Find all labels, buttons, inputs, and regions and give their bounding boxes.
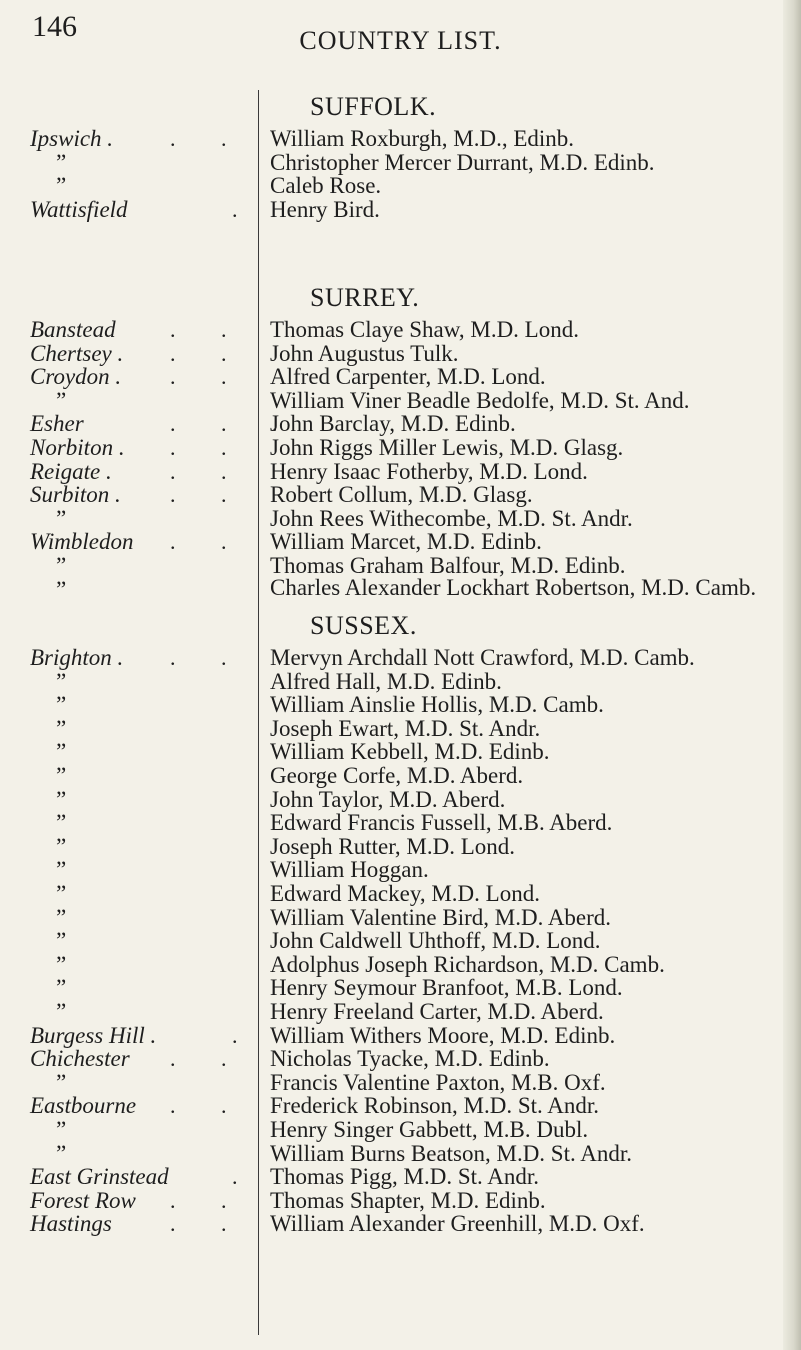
place-name: ” (56, 786, 67, 812)
place-name: Surbiton . (30, 482, 121, 508)
list-item (0, 126, 801, 152)
list-item (0, 692, 801, 718)
list-item (0, 669, 801, 695)
member-name: Joseph Rutter, M.D. Lond. (270, 833, 516, 859)
list-item (0, 1093, 801, 1119)
list-item (0, 1070, 801, 1096)
dot-leader: . . (170, 1093, 247, 1119)
member-name: Alfred Carpenter, M.D. Lond. (270, 364, 546, 390)
place-name: Brighton . (30, 645, 124, 670)
list-item (0, 197, 801, 223)
list-item (0, 411, 801, 437)
list-item (0, 459, 801, 485)
member-name: John Caldwell Uhthoff, M.D. Lond. (270, 928, 601, 954)
member-name: John Riggs Miller Lewis, M.D. Glasg. (270, 435, 624, 460)
member-name: Henry Bird. (270, 196, 380, 222)
member-name: Thomas Shapter, M.D. Edinb. (270, 1187, 546, 1213)
member-name: William Valentine Bird, M.D. Aberd. (270, 904, 612, 930)
list-item (0, 645, 801, 671)
place-name: Croydon . (30, 364, 122, 390)
list-item (0, 905, 801, 931)
member-name: Adolphus Joseph Richardson, M.D. Camb. (270, 951, 665, 977)
list-item (0, 1046, 801, 1072)
place-name: ” (56, 975, 67, 1001)
member-name: John Taylor, M.D. Aberd. (270, 786, 506, 812)
place-name: Banstead (30, 317, 116, 342)
member-name: Henry Freeland Carter, M.D. Aberd. (270, 999, 604, 1024)
dot-leader: . . . (170, 411, 298, 437)
list-item (0, 482, 801, 508)
place-name: ” (56, 715, 67, 741)
dot-leader: . . (170, 364, 247, 390)
place-name: ” (56, 999, 67, 1024)
list-item (0, 787, 801, 813)
list-item (0, 1117, 801, 1143)
dot-leader: . . (170, 126, 247, 151)
place-name: Norbiton . (30, 435, 125, 460)
member-name: Charles Alexander Lockhart Robertson, M.D. Camb. (270, 574, 757, 600)
place-name: Wattisfield (30, 196, 128, 222)
list-item (0, 388, 801, 414)
dot-leader: . . (170, 435, 247, 460)
place-name: ” (56, 881, 67, 906)
member-name: Francis Valentine Paxton, M.B. Oxf. (270, 1069, 606, 1095)
dot-leader: . (232, 1022, 238, 1048)
list-item (0, 1141, 801, 1167)
dot-leader: . . (170, 482, 247, 508)
member-name: Thomas Pigg, M.D. St. Andr. (270, 1164, 540, 1190)
place-name: ” (56, 1117, 67, 1142)
place-name: Chertsey . (30, 340, 124, 366)
list-item (0, 364, 801, 390)
list-item (0, 1188, 801, 1214)
dot-leader: . . (170, 340, 247, 366)
member-name: William Kebbell, M.D. Edinb. (270, 739, 550, 765)
list-item (0, 1164, 801, 1190)
running-head: COUNTRY LIST. (299, 26, 502, 55)
list-item (0, 975, 801, 1001)
page-number: 146 (32, 10, 77, 43)
place-name: Eastbourne (30, 1093, 137, 1119)
place-name: ” (56, 149, 67, 175)
place-name: ” (56, 505, 67, 531)
list-item (0, 341, 801, 367)
place-name: Burgess Hill . (30, 1022, 157, 1048)
member-name: Frederick Robinson, M.D. St. Andr. (270, 1093, 600, 1119)
dot-leader: . . (170, 1187, 247, 1213)
member-name: Henry Seymour Branfoot, M.B. Lond. (270, 975, 623, 1001)
member-name: William Burns Beatson, M.D. St. Andr. (270, 1140, 632, 1166)
member-name: William Withers Moore, M.D. Edinb. (270, 1022, 616, 1048)
member-name: William Marcet, M.D. Edinb. (270, 529, 542, 555)
section-heading: SUSSEX. (310, 611, 417, 640)
list-item (0, 435, 801, 461)
member-name: Joseph Ewart, M.D. St. Andr. (270, 715, 541, 741)
place-name: Wimbledon (30, 529, 134, 555)
place-name: ” (56, 810, 67, 836)
place-name: ” (56, 857, 67, 883)
list-item (0, 810, 801, 836)
list-item (0, 763, 801, 789)
place-name: ” (56, 553, 67, 578)
member-name: Christopher Mercer Durrant, M.D. Edinb. (270, 149, 655, 175)
place-name: Chichester (30, 1046, 130, 1072)
list-item (0, 150, 801, 176)
member-name: Thomas Graham Balfour, M.D. Edinb. (270, 553, 626, 578)
list-item (0, 1023, 801, 1049)
list-item (0, 739, 801, 765)
list-item (0, 857, 801, 883)
member-name: Henry Isaac Fotherby, M.D. Lond. (270, 458, 588, 484)
member-name: Caleb Rose. (270, 173, 382, 199)
list-item (0, 881, 801, 907)
member-name: Mervyn Archdall Nott Crawford, M.D. Camb. (270, 645, 695, 670)
list-item (0, 173, 801, 199)
dot-leader: . . (170, 1046, 247, 1072)
list-item (0, 529, 801, 555)
member-name: Robert Collum, M.D. Glasg. (270, 482, 533, 508)
dot-leader: . . (170, 317, 247, 342)
place-name: Reigate . (30, 458, 112, 484)
section-heading: SUFFOLK. (310, 92, 437, 121)
member-name: William Ainslie Hollis, M.D. Camb. (270, 692, 604, 718)
place-name: Ipswich . (30, 126, 114, 151)
member-name: William Viner Beadle Bedolfe, M.D. St. And. (270, 387, 690, 413)
list-item (0, 834, 801, 860)
member-name: Edward Mackey, M.D. Lond. (270, 881, 540, 906)
place-name: ” (56, 387, 67, 413)
place-name: ” (56, 692, 67, 718)
place-name: Hastings (30, 1211, 112, 1237)
list-item (0, 999, 801, 1025)
place-name: ” (56, 763, 67, 788)
member-name: Henry Singer Gabbett, M.B. Dubl. (270, 1117, 589, 1142)
member-name: William Roxburgh, M.D., Edinb. (270, 126, 575, 151)
member-name: John Barclay, M.D. Edinb. (270, 411, 516, 437)
list-item (0, 506, 801, 532)
place-name: ” (56, 904, 67, 930)
list-item (0, 716, 801, 742)
member-name: Alfred Hall, M.D. Edinb. (270, 668, 502, 694)
section-heading: SURREY. (310, 283, 420, 312)
member-name: John Rees Withecombe, M.D. St. Andr. (270, 505, 633, 531)
place-name: ” (56, 739, 67, 765)
dot-leader: . . (170, 458, 247, 484)
place-name: ” (56, 576, 67, 602)
member-name: George Corfe, M.D. Aberd. (270, 763, 524, 788)
place-name: ” (56, 928, 67, 954)
place-name: East Grinstead (30, 1164, 169, 1190)
member-name: Nicholas Tyacke, M.D. Edinb. (270, 1046, 550, 1072)
dot-leader: . . (170, 529, 247, 555)
member-name: William Alexander Greenhill, M.D. Oxf. (270, 1211, 645, 1237)
place-name: Esher (30, 411, 84, 437)
place-name: ” (56, 1140, 67, 1166)
member-name: Edward Francis Fussell, M.B. Aberd. (270, 810, 613, 836)
dot-leader: . (232, 1164, 238, 1190)
list-item (0, 928, 801, 954)
place-name: ” (56, 173, 67, 199)
list-item (0, 317, 801, 343)
place-name: Forest Row (30, 1187, 136, 1213)
member-name: William Hoggan. (270, 857, 429, 883)
place-name: ” (56, 833, 67, 859)
list-item (0, 1211, 801, 1237)
member-name: John Augustus Tulk. (270, 340, 459, 366)
list-item (0, 952, 801, 978)
member-name: Thomas Claye Shaw, M.D. Lond. (270, 317, 579, 342)
place-name: ” (56, 1069, 67, 1095)
dot-leader: . . (170, 645, 247, 670)
list-item (0, 574, 801, 603)
dot-leader: . . (170, 1211, 247, 1237)
place-name: ” (56, 668, 67, 694)
dot-leader: . (232, 196, 238, 222)
place-name: ” (56, 951, 67, 977)
